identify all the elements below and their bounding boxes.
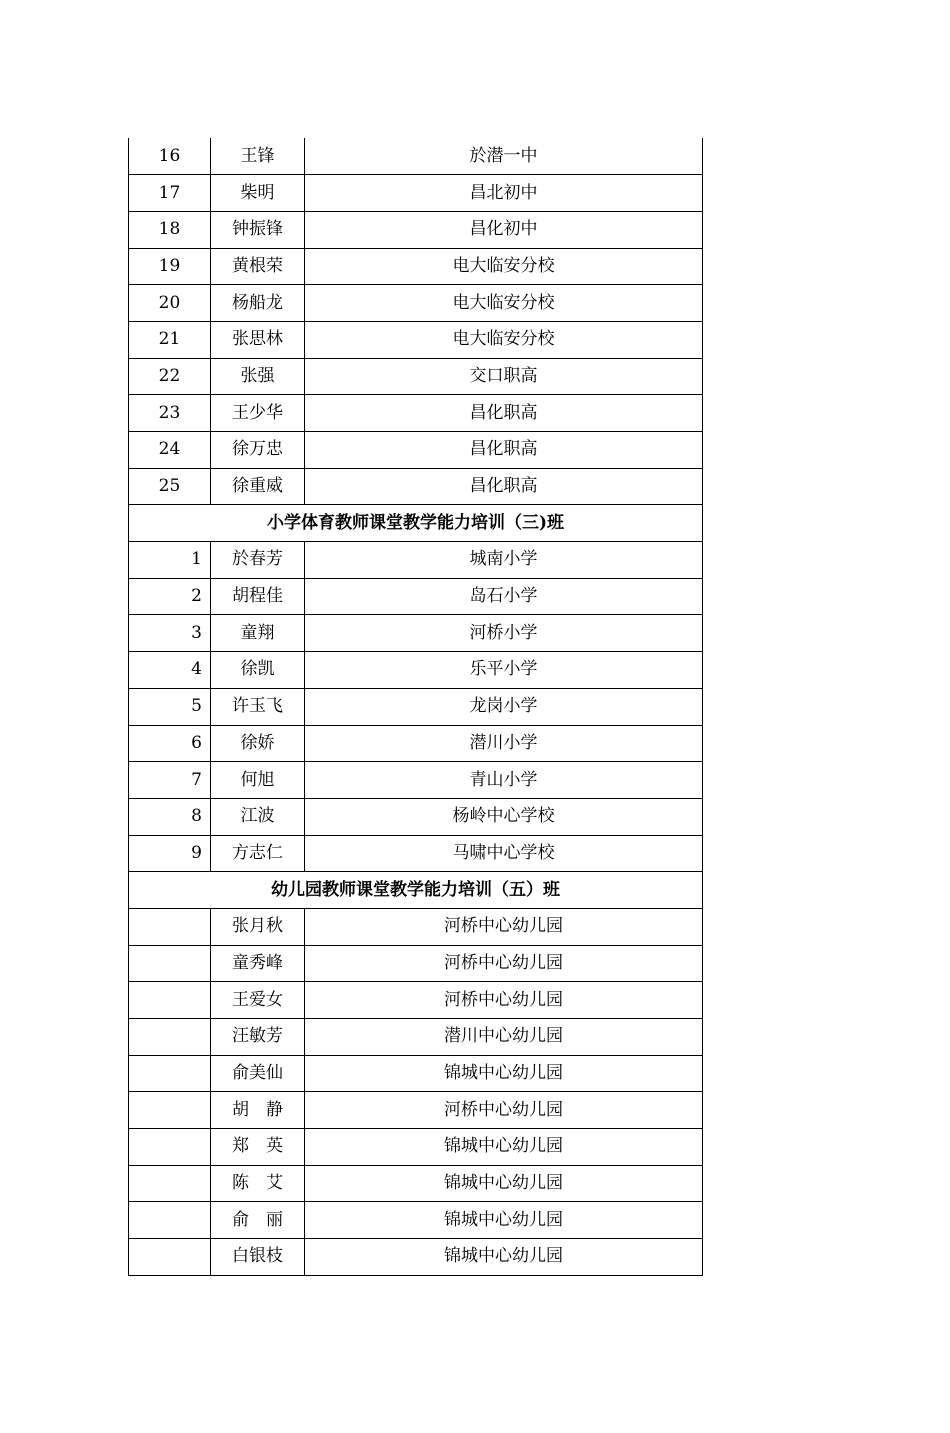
teacher-name: 俞美仙 (211, 1055, 305, 1092)
table-row (129, 138, 703, 175)
table-row (129, 578, 703, 615)
school-name: 锦城中心幼儿园 (305, 1055, 703, 1092)
school-name: 龙岗小学 (305, 688, 703, 725)
section-heading-row (129, 505, 703, 542)
teacher-name: 方志仁 (211, 835, 305, 872)
school-name: 昌化职高 (305, 468, 703, 505)
teacher-name: 胡 静 (211, 1092, 305, 1129)
row-number (129, 1019, 211, 1056)
school-name: 昌化初中 (305, 211, 703, 248)
row-number: 8 (129, 798, 211, 835)
roster-table (128, 138, 703, 1276)
table-row (129, 542, 703, 579)
table-row (129, 432, 703, 469)
school-name: 昌化职高 (305, 432, 703, 469)
row-number (129, 945, 211, 982)
table-row (129, 395, 703, 432)
row-number: 9 (129, 835, 211, 872)
table-row (129, 175, 703, 212)
teacher-name: 於春芳 (211, 542, 305, 579)
row-number: 17 (129, 175, 211, 212)
school-name: 锦城中心幼儿园 (305, 1129, 703, 1166)
school-name: 岛石小学 (305, 578, 703, 615)
row-number: 19 (129, 248, 211, 285)
row-number: 4 (129, 652, 211, 689)
teacher-name: 徐娇 (211, 725, 305, 762)
row-number (129, 1202, 211, 1239)
teacher-name: 许玉飞 (211, 688, 305, 725)
table-row (129, 615, 703, 652)
school-name: 锦城中心幼儿园 (305, 1165, 703, 1202)
row-number (129, 1055, 211, 1092)
school-name: 河桥中心幼儿园 (305, 982, 703, 1019)
teacher-name: 俞 丽 (211, 1202, 305, 1239)
teacher-name: 郑 英 (211, 1129, 305, 1166)
row-number: 2 (129, 578, 211, 615)
teacher-name: 徐万忠 (211, 432, 305, 469)
row-number: 5 (129, 688, 211, 725)
table-row (129, 725, 703, 762)
table-row (129, 908, 703, 945)
teacher-name: 王爱女 (211, 982, 305, 1019)
table-row (129, 688, 703, 725)
row-number: 22 (129, 358, 211, 395)
school-name: 河桥中心幼儿园 (305, 1092, 703, 1129)
row-number (129, 1129, 211, 1166)
row-number: 18 (129, 211, 211, 248)
table-row (129, 211, 703, 248)
table-row (129, 1092, 703, 1129)
section-heading: 小学体育教师课堂教学能力培训（三)班 (129, 505, 703, 542)
school-name: 於潜一中 (305, 138, 703, 175)
table-row (129, 835, 703, 872)
section-heading-row (129, 872, 703, 909)
table-row (129, 468, 703, 505)
table-row (129, 321, 703, 358)
teacher-name: 钟振锋 (211, 211, 305, 248)
row-number: 16 (129, 138, 211, 175)
school-name: 杨岭中心学校 (305, 798, 703, 835)
teacher-name: 江波 (211, 798, 305, 835)
teacher-name: 何旭 (211, 762, 305, 799)
school-name: 河桥中心幼儿园 (305, 908, 703, 945)
table-row (129, 982, 703, 1019)
school-name: 城南小学 (305, 542, 703, 579)
teacher-name: 柴明 (211, 175, 305, 212)
row-number (129, 1239, 211, 1276)
teacher-name: 王锋 (211, 138, 305, 175)
section-heading: 幼儿园教师课堂教学能力培训（五）班 (129, 872, 703, 909)
table-row (129, 1165, 703, 1202)
table-row (129, 798, 703, 835)
teacher-name: 张强 (211, 358, 305, 395)
row-number: 25 (129, 468, 211, 505)
school-name: 乐平小学 (305, 652, 703, 689)
school-name: 青山小学 (305, 762, 703, 799)
row-number: 24 (129, 432, 211, 469)
teacher-name: 黄根荣 (211, 248, 305, 285)
teacher-name: 白银枝 (211, 1239, 305, 1276)
school-name: 锦城中心幼儿园 (305, 1202, 703, 1239)
teacher-name: 张月秋 (211, 908, 305, 945)
teacher-name: 徐凯 (211, 652, 305, 689)
row-number (129, 1165, 211, 1202)
row-number: 7 (129, 762, 211, 799)
school-name: 潜川小学 (305, 725, 703, 762)
teacher-name: 童秀峰 (211, 945, 305, 982)
table-row (129, 762, 703, 799)
table-row (129, 358, 703, 395)
row-number (129, 1092, 211, 1129)
teacher-name: 杨船龙 (211, 285, 305, 322)
teacher-name: 张思林 (211, 321, 305, 358)
table-row (129, 1019, 703, 1056)
school-name: 锦城中心幼儿园 (305, 1239, 703, 1276)
row-number: 1 (129, 542, 211, 579)
roster-table-body (129, 138, 703, 1275)
school-name: 昌北初中 (305, 175, 703, 212)
school-name: 河桥小学 (305, 615, 703, 652)
table-row (129, 652, 703, 689)
table-row (129, 1239, 703, 1276)
teacher-name: 陈 艾 (211, 1165, 305, 1202)
row-number (129, 908, 211, 945)
row-number: 23 (129, 395, 211, 432)
school-name: 电大临安分校 (305, 285, 703, 322)
row-number: 6 (129, 725, 211, 762)
teacher-name: 胡程佳 (211, 578, 305, 615)
table-row (129, 1202, 703, 1239)
school-name: 潜川中心幼儿园 (305, 1019, 703, 1056)
school-name: 电大临安分校 (305, 248, 703, 285)
row-number: 21 (129, 321, 211, 358)
row-number: 3 (129, 615, 211, 652)
school-name: 昌化职高 (305, 395, 703, 432)
row-number (129, 982, 211, 1019)
table-row (129, 248, 703, 285)
school-name: 交口职高 (305, 358, 703, 395)
teacher-name: 徐重威 (211, 468, 305, 505)
school-name: 马啸中心学校 (305, 835, 703, 872)
school-name: 河桥中心幼儿园 (305, 945, 703, 982)
teacher-name: 汪敏芳 (211, 1019, 305, 1056)
school-name: 电大临安分校 (305, 321, 703, 358)
row-number: 20 (129, 285, 211, 322)
teacher-name: 童翔 (211, 615, 305, 652)
table-row (129, 1129, 703, 1166)
table-row (129, 945, 703, 982)
table-row (129, 1055, 703, 1092)
table-row (129, 285, 703, 322)
teacher-name: 王少华 (211, 395, 305, 432)
